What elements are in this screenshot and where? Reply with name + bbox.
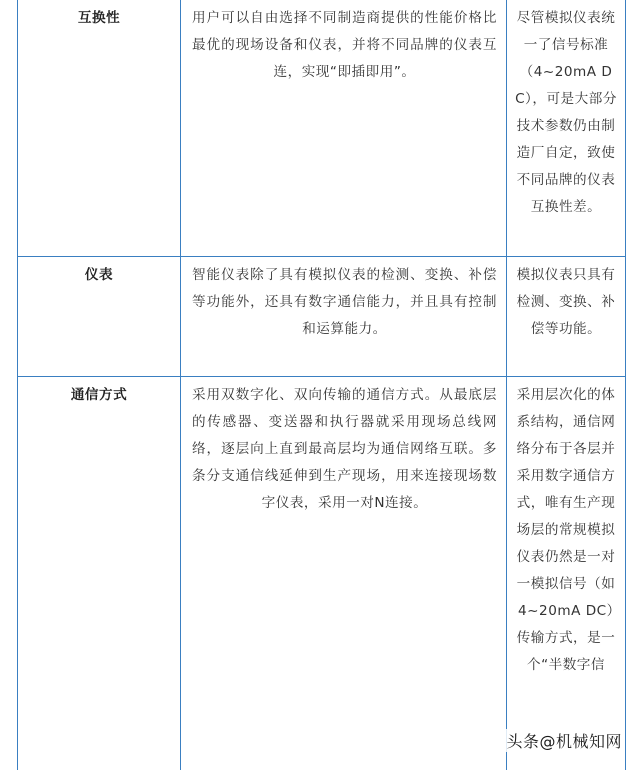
comparison-table [17,0,626,770]
table-row [18,377,626,770]
fieldbus-cell: 智能仪表除了具有模拟仪表的检测、变换、补偿等功能外，还具有数字通信能力，并且具有控制和运算能力。 [181,257,507,377]
table-row [18,257,626,377]
table-row [18,0,626,257]
fieldbus-cell: 用户可以自由选择不同制造商提供的性能价格比最优的现场设备和仪表，并将不同品牌的仪表互连，实现“即插即用”。 [181,0,507,257]
row-heading: 通信方式 [18,377,181,770]
watermark: 头条@机械知网 [504,729,624,752]
analog-cell: 尽管模拟仪表统一了信号标准（4~20mA DC），可是大部分技术参数仍由制造厂自定，致使不同品牌的仪表互换性差。 [507,0,626,257]
row-heading: 仪表 [18,257,181,377]
analog-cell: 采用层次化的体系结构，通信网络分布于各层并采用数字通信方式，唯有生产现场层的常规模拟仪表仍然是一对一模拟信号（如4~20mA DC）传输方式，是一个“半数字信 [507,377,626,770]
analog-cell: 模拟仪表只具有检测、变换、补偿等功能。 [507,257,626,377]
fieldbus-cell: 采用双数字化、双向传输的通信方式。从最底层的传感器、变送器和执行器就采用现场总线网络，逐层向上直到最高层均为通信网络互联。多条分支通信线延伸到生产现场，用来连接现场数字仪表，采用一对N连接。 [181,377,507,770]
row-heading: 互换性 [18,0,181,257]
